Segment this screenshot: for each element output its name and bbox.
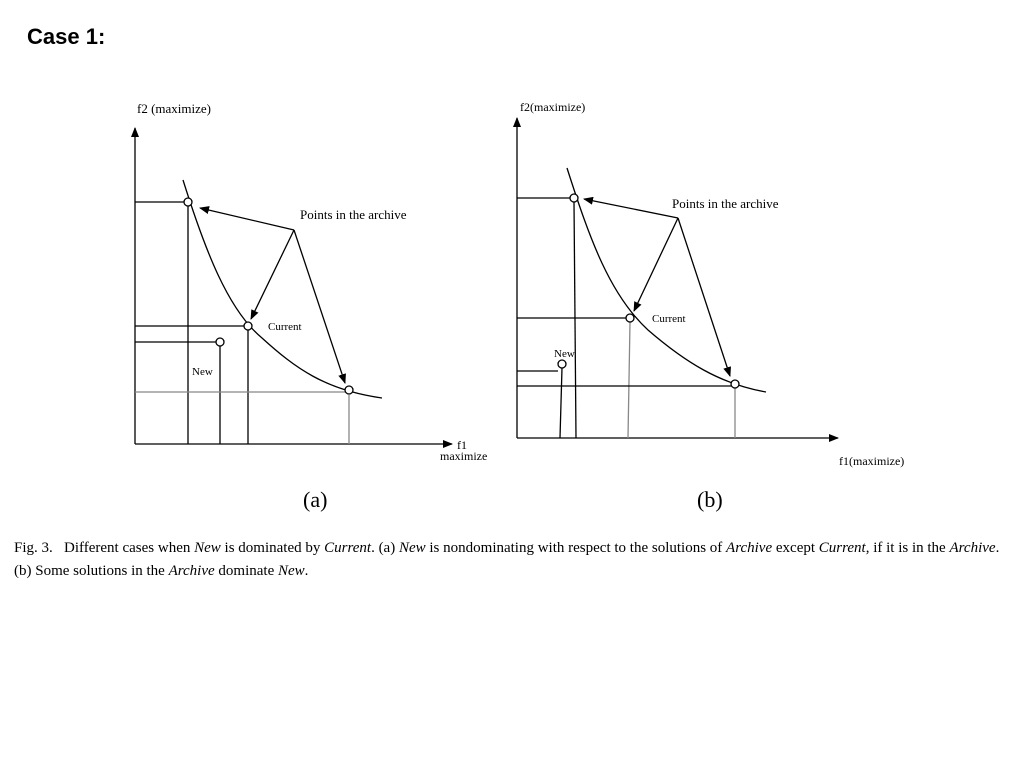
panel-b-current-label: Current	[652, 313, 686, 325]
panel-b-archive-label: Points in the archive	[672, 196, 779, 211]
panel-b-arrow-to-point-3	[678, 218, 730, 376]
panel-a-x-axis-label-top: f1	[457, 438, 467, 452]
panel-b	[517, 118, 838, 438]
panel-b-new-label: New	[554, 348, 575, 360]
panel-b-x-axis-label: f1(maximize)	[839, 454, 905, 468]
panel-a-panel-label: (a)	[303, 487, 328, 512]
panel-b-archive-point-1	[570, 194, 578, 202]
panel-b-new-point	[558, 360, 566, 368]
figure-caption	[14, 537, 1024, 583]
caption-line-1: Fig. 3. Different cases when New is dominated by Current. (a) New is nondominating with respect to the solutions of Archive except Current, if it is in the Archive.	[14, 540, 1000, 556]
panel-a-arrow-to-point-1	[200, 208, 294, 230]
panel-a-archive-label: Points in the archive	[300, 207, 407, 222]
panel-a-y-axis-label: f2 (maximize)	[137, 101, 211, 116]
panel-a-new-point	[216, 338, 224, 346]
panel-b-panel-label: (b)	[697, 487, 723, 512]
panel-a	[135, 128, 452, 444]
caption-fig-number: Fig. 3.	[14, 540, 53, 556]
panel-b-y-axis-label: f2(maximize)	[520, 100, 586, 114]
panel-a-arrow-to-point-3	[294, 230, 345, 383]
panel-b-guide-v1	[574, 202, 576, 438]
caption-line-2: (b) Some solutions in the Archive dominate New.	[14, 563, 309, 579]
panel-b-current-point	[626, 314, 634, 322]
panel-a-archive-point-3	[345, 386, 353, 394]
panel-a-arrow-to-current	[251, 230, 294, 319]
panel-b-arrow-to-point-1	[584, 199, 678, 218]
panel-a-x-axis-label-bottom: maximize	[440, 449, 488, 463]
panel-a-labels	[137, 101, 487, 512]
panel-a-current-point	[244, 322, 252, 330]
panel-b-arrow-to-current	[634, 218, 678, 311]
panel-a-new-label: New	[192, 366, 213, 378]
panel-b-archive-point-3	[731, 380, 739, 388]
slide-title: Case 1:	[27, 24, 106, 49]
panel-b-guide-v-new	[560, 368, 562, 438]
panel-a-current-label: Current	[268, 321, 302, 333]
panel-b-guide-v-current	[628, 322, 630, 438]
panel-a-archive-point-1	[184, 198, 192, 206]
panel-b-labels	[520, 100, 904, 512]
